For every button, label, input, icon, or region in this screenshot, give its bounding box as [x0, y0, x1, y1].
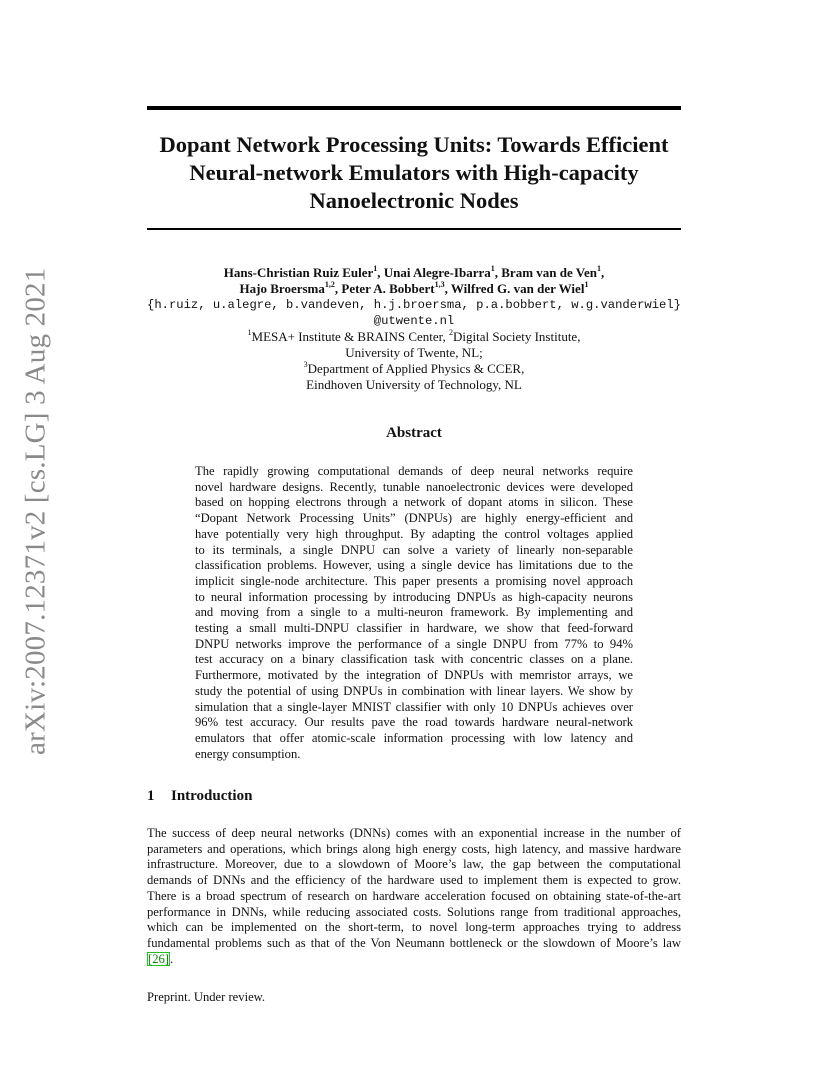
affiliation-mark: 1 — [490, 263, 495, 273]
author-email-domain: @utwente.nl — [373, 314, 455, 328]
paragraph-line: The success of deep neural networks (DNNs) comes with an exponential increase in the number of — [147, 826, 681, 840]
affiliation: MESA+ Institute & BRAINS Center, — [251, 329, 446, 344]
page-footer: Preprint. Under review. — [147, 990, 266, 1004]
paper-title — [147, 131, 681, 215]
affiliation-mark: 1 — [247, 327, 252, 337]
affiliation-line — [130, 361, 698, 377]
affiliation-mark: 1,2 — [324, 279, 335, 289]
abstract-heading: Abstract — [386, 425, 442, 441]
introduction-text — [147, 826, 681, 967]
affiliation-mark: 1 — [584, 279, 589, 289]
abstract-line: testing a small multi-DNPU classifier in hardware, we show that feed-forward — [195, 621, 633, 636]
abstract-line: study the potential of using DNPUs in combination with linear layers. We show by — [195, 683, 633, 698]
section-heading-introduction — [147, 788, 252, 805]
paragraph-line: fundamental problems such as that of the Von Neumann bottleneck or the slowdown of Moore’s law — [147, 935, 681, 950]
abstract-line: Furthermore, motivated by the integration of DNPUs with memristor arrays, we — [195, 668, 633, 683]
abstract-line: simulation that a single-layer MNIST classifier with only 10 DNPUs achieves over — [195, 699, 633, 714]
author-line: Hajo Broersma$^{1,2}$, Peter A. Bobbert$^{1,3}$, Wilfred G. van der Wiel$^1$ — [239, 279, 589, 296]
abstract-line: DNPU networks improve the performance of a single DNPU from 77% to 94% — [195, 636, 633, 651]
author-name: Hans-Christian Ruiz Euler — [223, 265, 374, 280]
paragraph-line — [147, 952, 681, 968]
abstract-line: to its terminals, a single DNPU can solve a variety of linearly non-separable — [195, 542, 633, 557]
abstract-line: The rapidly growing computational demands of deep neural networks require — [195, 464, 633, 478]
abstract-line: novel hardware designs. Recently, tunable nanoelectronic devices were developed — [195, 479, 633, 494]
affiliation-mark: 2 — [449, 327, 453, 337]
affiliation-line: University of Twente, NL; — [345, 345, 483, 360]
affiliation-line — [130, 329, 698, 345]
abstract-line: and moving from a single to a multi-neuron framework. By implementing and — [195, 605, 633, 620]
section-title: Introduction — [171, 788, 253, 804]
paragraph-line: parameters and operations, which brings along high energy costs, high latency, and massive hardware — [147, 841, 681, 856]
author-name: Wilfred G. van der Wiel — [450, 281, 585, 296]
title-top-rule — [147, 106, 681, 110]
author-name: Peter A. Bobbert — [341, 281, 435, 296]
author-name: Hajo Broersma — [239, 281, 325, 296]
affiliation: Department of Applied Physics & CCER, — [307, 361, 525, 376]
title-bottom-rule — [147, 228, 681, 230]
paragraph-line: infrastructure. Moreover, due to a slowdown of Moore’s law, the gap between the computational — [147, 857, 681, 872]
author-name: Unai Alegre-Ibarra — [383, 265, 491, 280]
abstract-line: 96% test accuracy. Our results pave the road towards hardware neural-network — [195, 715, 633, 730]
paragraph-line: which can be implemented on the short-term, to novel long-term approaches trying to address — [147, 920, 681, 935]
abstract-line: “Dopant Network Processing Units” (DNPUs) are highly energy-efficient and — [195, 511, 633, 526]
author-block — [130, 265, 698, 393]
affiliation-mark: 1 — [373, 263, 378, 273]
abstract-line: classification problems. However, using a single device has limitations due to the — [195, 558, 633, 573]
abstract-line: test accuracy on a binary classification task with concentric classes on a plane. — [195, 652, 633, 667]
abstract-line: based on hopping electrons through a network of dopant atoms in silicon. These — [195, 495, 633, 510]
author-name: Bram van de Ven — [501, 265, 597, 280]
affiliation-line: Eindhoven University of Technology, NL — [306, 377, 522, 392]
author-line: Hans-Christian Ruiz Euler$^1$, Unai Alegre-Ibarra$^1$, Bram van de Ven$^1$, — [223, 263, 605, 280]
paragraph-line: performance in DNNs, while reducing associated costs. Solutions range from traditional approaches, — [147, 904, 681, 919]
affiliation-mark: 1 — [596, 263, 601, 273]
affiliation: Digital Society Institute, — [453, 329, 581, 344]
abstract-text — [195, 464, 633, 762]
abstract-line: energy consumption. — [195, 746, 301, 761]
section-number: 1 — [147, 788, 155, 804]
title-line: Dopant Network Processing Units: Towards Efficient — [159, 132, 669, 157]
abstract-line: implicit single-node architecture. This paper presents a promising novel approach — [195, 573, 633, 588]
affiliation-mark: 3 — [303, 359, 308, 369]
sentence-end: . — [169, 951, 174, 966]
abstract-line: emulators that offer atomic-scale information processing with low latency and — [195, 730, 633, 745]
affiliation-mark: 1,3 — [434, 279, 445, 289]
abstract-line: to neural information processing by introducing DNPUs as high-capacity neurons — [195, 589, 633, 604]
title-line: Nanoelectronic Nodes — [309, 188, 519, 213]
author-emails: {h.ruiz, u.alegre, b.vandeven, h.j.broersma, p.a.bobbert, w.g.vanderwiel} — [147, 298, 681, 312]
abstract-line: have potentially very high throughput. By adapting the control voltages applied — [195, 526, 633, 541]
citation-link[interactable]: [26] — [148, 951, 169, 966]
paragraph-line: There is a broad spectrum of research on hardware acceleration focused on obtaining state-of-the-art — [147, 888, 681, 903]
arxiv-identifier-stamp: arXiv:2007.12371v2 [cs.LG] 3 Aug 2021 — [19, 267, 52, 755]
paragraph-line: demands of DNNs and the efficiency of the hardware used to implement them is expected to grow. — [147, 873, 681, 888]
title-line: Neural-network Emulators with High-capacity — [189, 160, 639, 185]
